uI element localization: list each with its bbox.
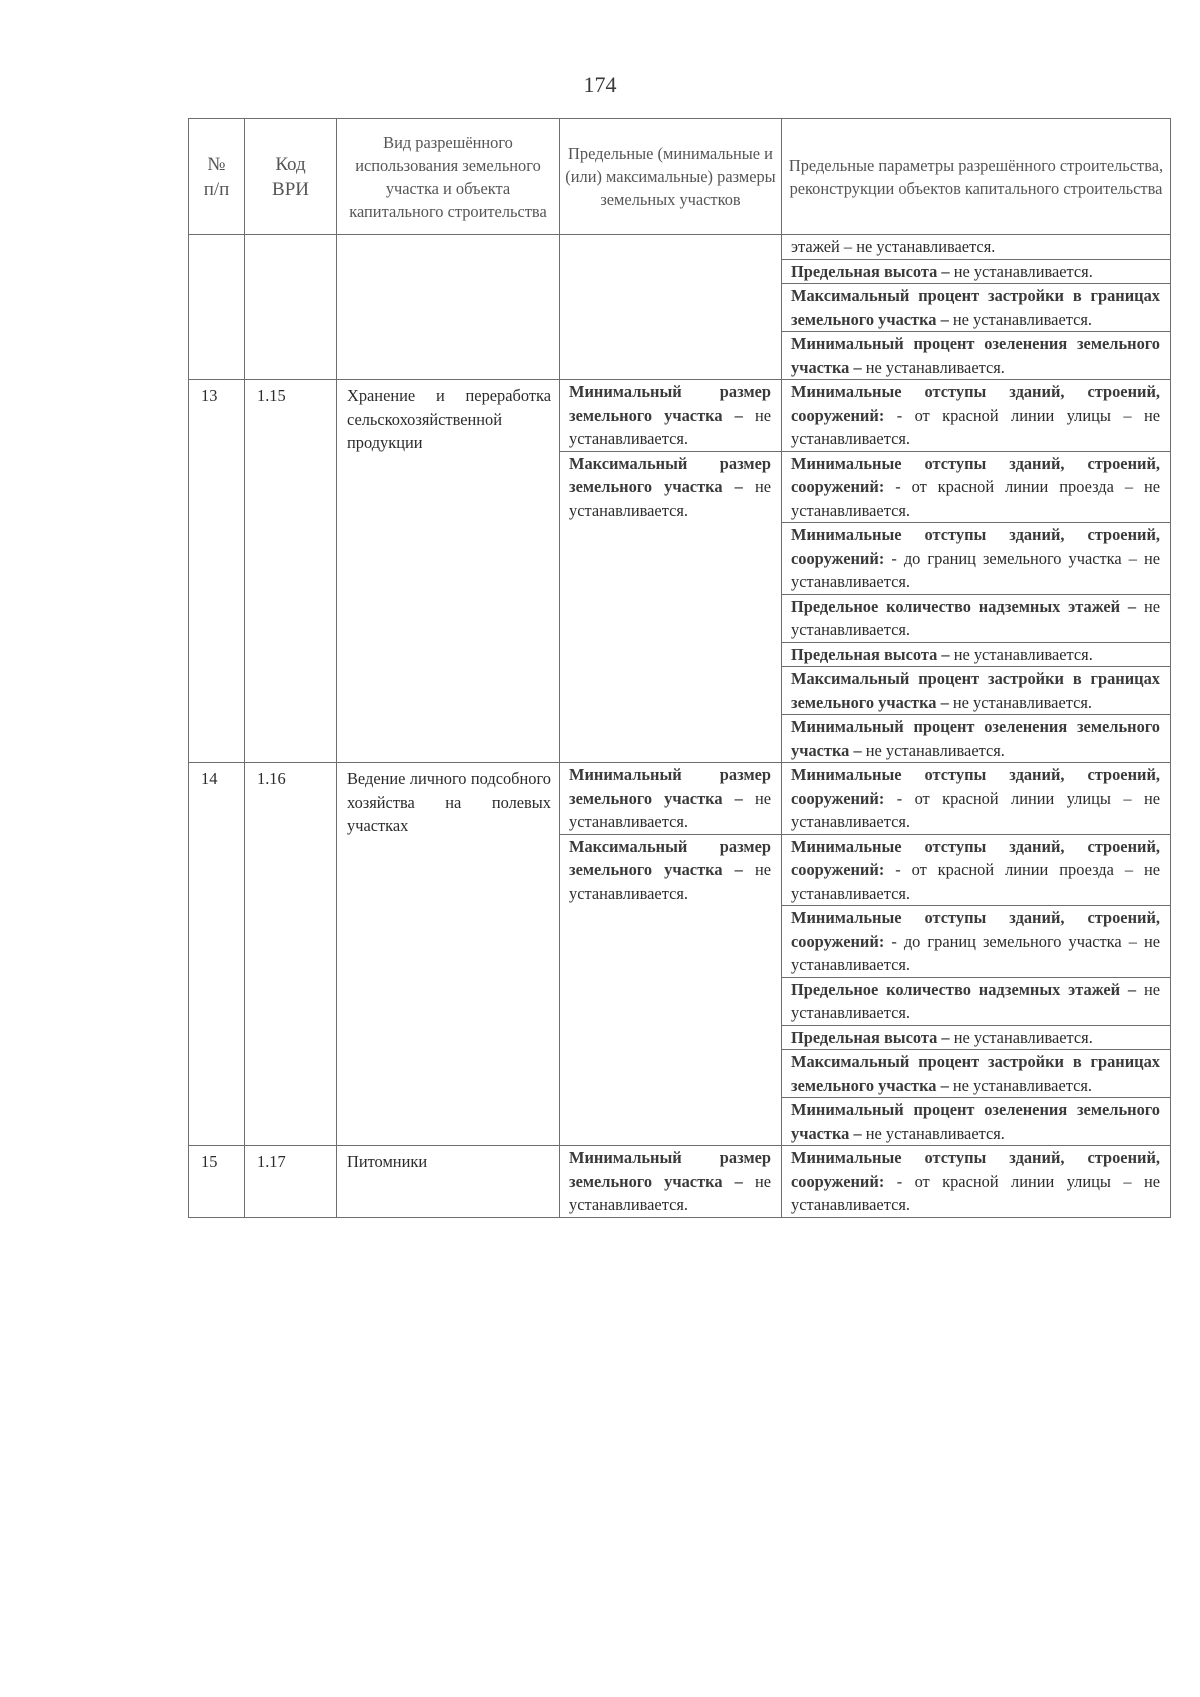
build-param-6-value: не устанавливается. [952,1075,1092,1095]
build-param-3 [782,906,1170,978]
plot-size-1 [560,380,781,452]
build-param-1 [782,380,1170,452]
land-use-table [188,118,1171,1218]
header-num: № п/п [189,119,245,235]
continuation-sizes [560,235,782,380]
plot-size-2-value: не устанавливается. [569,860,771,903]
continuation-num [189,235,245,380]
plot-size-2-value: не устанавливается. [569,477,771,520]
table-row [189,380,1171,763]
build-param-5-heading: Предельная высота – [791,644,954,664]
build-param-6-heading: Максимальный процент застройки в границах земельного участка – [791,1052,1160,1095]
row-number: 13 [189,380,245,763]
build-param-4 [782,978,1170,1026]
continuation-code [245,235,337,380]
plot-size-1-heading: Минимальный размер земельного участка – [569,382,771,425]
build-param-7 [782,1098,1170,1145]
build-param-4-heading: Предельное количество надземных этажей – [791,979,1144,999]
build-param-3 [782,523,1170,595]
build-param-6 [782,1050,1170,1098]
build-param-3-value: - до границ земельного участка – не устанавливается. [791,931,1161,974]
row-plot-sizes [560,380,782,763]
header-params: Предельные параметры разрешённого строительства, реконструкции объектов капитального строительства [782,119,1171,235]
build-param-7-heading: Минимальный процент озеленения земельного участка – [791,717,1160,760]
build-param-1-heading: Минимальные отступы зданий, строений, сооружений: [791,765,1160,808]
build-param-1 [782,1146,1170,1217]
build-param-7-value: не устанавливается. [865,1123,1005,1143]
row-build-params [782,1146,1171,1218]
build-param-1-value: - от красной линии улицы – не устанавливается. [791,788,1160,831]
build-param-5-heading: Предельная высота – [791,1027,954,1047]
continuation-name [337,235,560,380]
row-use-type: Хранение и переработка сельскохозяйственной продукции [337,380,560,763]
plot-size-1 [560,763,781,835]
build-param-1-heading: Минимальные отступы зданий, строений, сооружений: [791,1148,1160,1191]
plot-size-1-value: не устанавливается. [569,788,771,831]
continuation-param-2 [782,260,1170,285]
build-param-4 [782,595,1170,643]
plot-size-1-heading: Минимальный размер земельного участка – [569,1148,771,1191]
build-param-7-heading: Минимальный процент озеленения земельного участка – [791,1100,1160,1143]
row-build-params [782,763,1171,1146]
table-body [189,235,1171,1218]
build-param-3-heading: Минимальные отступы зданий, строений, сооружений: [791,525,1160,568]
build-param-2-heading: Минимальные отступы зданий, строений, сооружений: [791,453,1160,496]
continuation-param-3-value: не устанавливается. [952,309,1092,329]
table-row [189,1146,1171,1218]
continuation-param-4 [782,332,1170,379]
build-param-5-value: не устанавливается. [953,1027,1093,1047]
build-param-2-value: - от красной линии проезда – не устанавливается. [791,477,1160,520]
header-name: Вид разрешённого использования земельного участка и объекта капитального строительства [337,119,560,235]
build-param-6-value: не устанавливается. [952,692,1092,712]
build-param-3-heading: Минимальные отступы зданий, строений, сооружений: [791,908,1160,951]
build-param-2 [782,835,1170,907]
row-plot-sizes [560,1146,782,1218]
build-param-1-heading: Минимальные отступы зданий, строений, сооружений: [791,382,1160,425]
continuation-param-1 [782,235,1170,260]
page-number: 174 [583,72,617,97]
row-code: 1.15 [245,380,337,763]
build-param-3-value: - до границ земельного участка – не устанавливается. [791,548,1161,591]
plot-size-2-heading: Максимальный размер земельного участка – [569,453,771,496]
plot-size-1 [560,1146,781,1217]
row-use-type: Питомники [337,1146,560,1218]
continuation-param-4-value: не устанавливается. [865,357,1005,377]
build-param-4-value: не устанавливается. [791,596,1160,639]
row-plot-sizes [560,763,782,1146]
build-param-6-heading: Максимальный процент застройки в границах земельного участка – [791,669,1160,712]
continuation-param-2-value: не устанавливается. [953,261,1093,281]
build-param-1 [782,763,1170,835]
continuation-row [189,235,1171,380]
table-row [189,763,1171,1146]
continuation-param-3-heading: Максимальный процент застройки в границах земельного участка – [791,286,1160,329]
build-param-4-value: не устанавливается. [791,979,1160,1022]
build-param-1-value: - от красной линии улицы – не устанавливается. [791,1171,1160,1214]
continuation-params [782,235,1171,380]
plot-size-2-heading: Максимальный размер земельного участка – [569,836,771,879]
build-param-6 [782,667,1170,715]
build-param-5-value: не устанавливается. [953,644,1093,664]
row-number: 15 [189,1146,245,1218]
table-header [189,119,1171,235]
plot-size-1-value: не устанавливается. [569,1171,771,1214]
row-build-params [782,380,1171,763]
header-code: Код ВРИ [245,119,337,235]
build-param-2 [782,452,1170,524]
plot-size-1-heading: Минимальный размер земельного участка – [569,765,771,808]
continuation-param-3 [782,284,1170,332]
plot-size-2 [560,452,781,523]
build-param-5 [782,643,1170,668]
row-number: 14 [189,763,245,1146]
continuation-param-4-heading: Минимальный процент озеленения земельного участка – [791,334,1160,377]
build-param-2-value: - от красной линии проезда – не устанавливается. [791,860,1160,903]
continuation-param-1-value: этажей – не устанавливается. [791,237,996,256]
plot-size-1-value: не устанавливается. [569,405,771,448]
continuation-param-2-heading: Предельная высота – [791,261,954,281]
build-param-4-heading: Предельное количество надземных этажей – [791,596,1144,616]
plot-size-2 [560,835,781,906]
header-sizes: Предельные (минимальные и (или) максимальные) размеры земельных участков [560,119,782,235]
build-param-7-value: не устанавливается. [865,740,1005,760]
build-param-5 [782,1026,1170,1051]
row-code: 1.17 [245,1146,337,1218]
row-use-type: Ведение личного подсобного хозяйства на полевых участках [337,763,560,1146]
row-code: 1.16 [245,763,337,1146]
build-param-1-value: - от красной линии улицы – не устанавливается. [791,405,1160,448]
build-param-2-heading: Минимальные отступы зданий, строений, сооружений: [791,836,1160,879]
build-param-7 [782,715,1170,762]
